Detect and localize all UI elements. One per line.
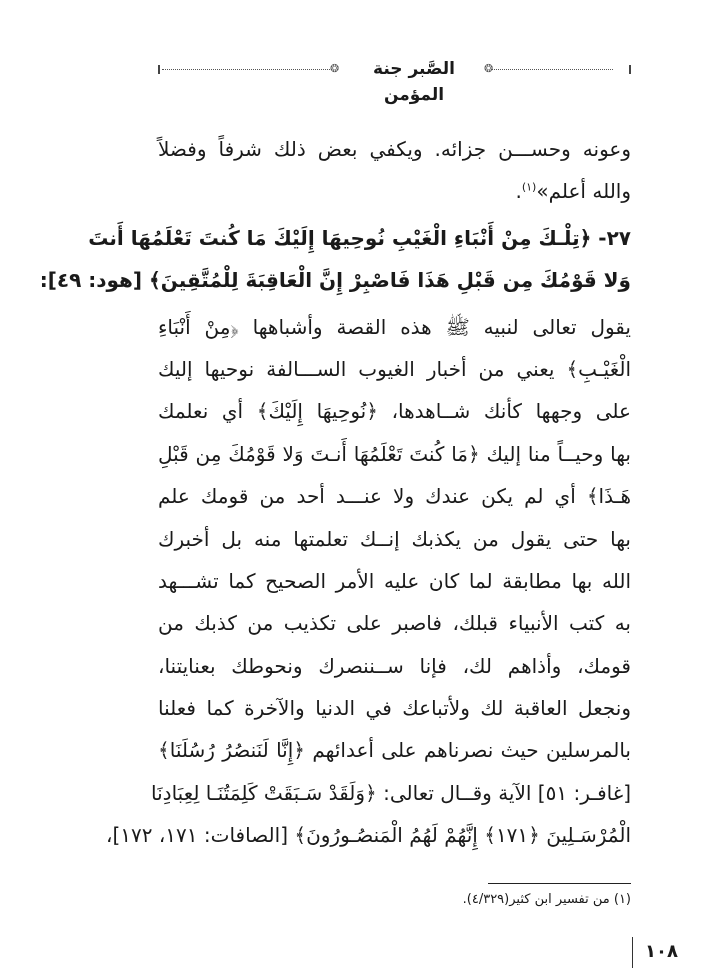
verse-line: وَلا قَوْمُكَ مِن قَبْلِ هَذَا فَاصْبِرْ إِنَّ الْعَاقِبَةَ لِلْمُتَّقِينَ﴾ [هود: ٤٩]: (39, 268, 631, 293)
text-line: قومك، وأذاهم لك، فإنا ســننصرك ونحوطك بعنايتنا، (158, 653, 631, 678)
body-text (39, 128, 631, 857)
header-end-mark (629, 65, 631, 74)
text-line: هَـذَا﴾ أي لم يكن عندك ولا عنـــد أحد من قومك علم (158, 484, 631, 509)
text-fragment: . (515, 179, 522, 204)
footnote-rule (488, 883, 631, 884)
text-line: بها حتى يقول من يكذبك إنــك تعلمتها منه بل أخبرك (158, 526, 631, 551)
page-number: ١٠٨ (645, 941, 678, 962)
text-line: [غافـر: ٥١] الآية وقــال تعالى: ﴿وَلَقَدْ سَـبَقَتْ كَلِمَتُنَـا لِعِبَادِنَا (151, 780, 631, 805)
text-fragment: والله أعلم» (536, 179, 631, 204)
header-ornament-icon: ❂ (484, 62, 494, 75)
text-line: وعونه وحســـن جزائه. ويكفي بعض ذلك شرفاً وفضلاً (158, 137, 631, 161)
text-line (158, 170, 631, 212)
text-line: ونجعل العاقبة لك ولأتباعك في الدنيا والآخرة كما فعلنا (158, 696, 631, 721)
text-line: به كتب الأنبياء قبلك، فاصبر على تكذيب من كذبك من (158, 611, 631, 636)
header-dotted-rule (162, 69, 330, 70)
text-line: بالمرسلين حيث نصرناهم على أعدائهم ﴿إِنَّا لَنَنصُرُ رُسُلَنَا﴾ (158, 738, 631, 763)
header-ornament-icon: ❂ (330, 62, 340, 75)
text-line: يقول تعالى لنبيه ﷺ هذه القصة وأشباهها ﴿مِنْ أَنْبَاءِ (158, 314, 631, 339)
text-line: الْمُرْسَـلِينَ ﴿١٧١﴾ إِنَّهُمْ لَهُمُ الْمَنصُـورُونَ﴾ [الصافات: ١٧١، ١٧٢]، (105, 823, 631, 848)
header-end-mark (158, 65, 160, 74)
text-line: على وجهها كأنك شــاهدها، ﴿نُوحِيهَا إِلَيْكَ﴾ أي نعلمك (158, 399, 631, 424)
footnote: (١) من تفسير ابن كثير(٤/٣٢٩). (462, 892, 631, 907)
text-line: الله بها مطابقة لما كان عليه الأمر الصحيح كما تشـــهد (158, 568, 631, 593)
running-header (158, 56, 631, 105)
header-dotted-rule (491, 69, 613, 70)
footnote-ref: (١) (521, 180, 537, 194)
text-line: بها وحيــاً منا إليك ﴿مَا كُنتَ تَعْلَمُهَا أَنـتَ وَلا قَوْمُكَ مِن قَبْلِ (158, 441, 631, 466)
text-line: الْغَيْـبِ﴾ يعني من أخبار الغيوب الســـالفة نوحيها إليك (158, 356, 631, 381)
running-title: الصَّبر جنة المؤمن (373, 59, 455, 105)
verse-line: ٢٧- ﴿تِلْـكَ مِنْ أَنْبَاءِ الْغَيْبِ نُوحِيهَا إِلَيْكَ مَا كُنتَ تَعْلَمُهَا أَنتَ (88, 225, 631, 250)
